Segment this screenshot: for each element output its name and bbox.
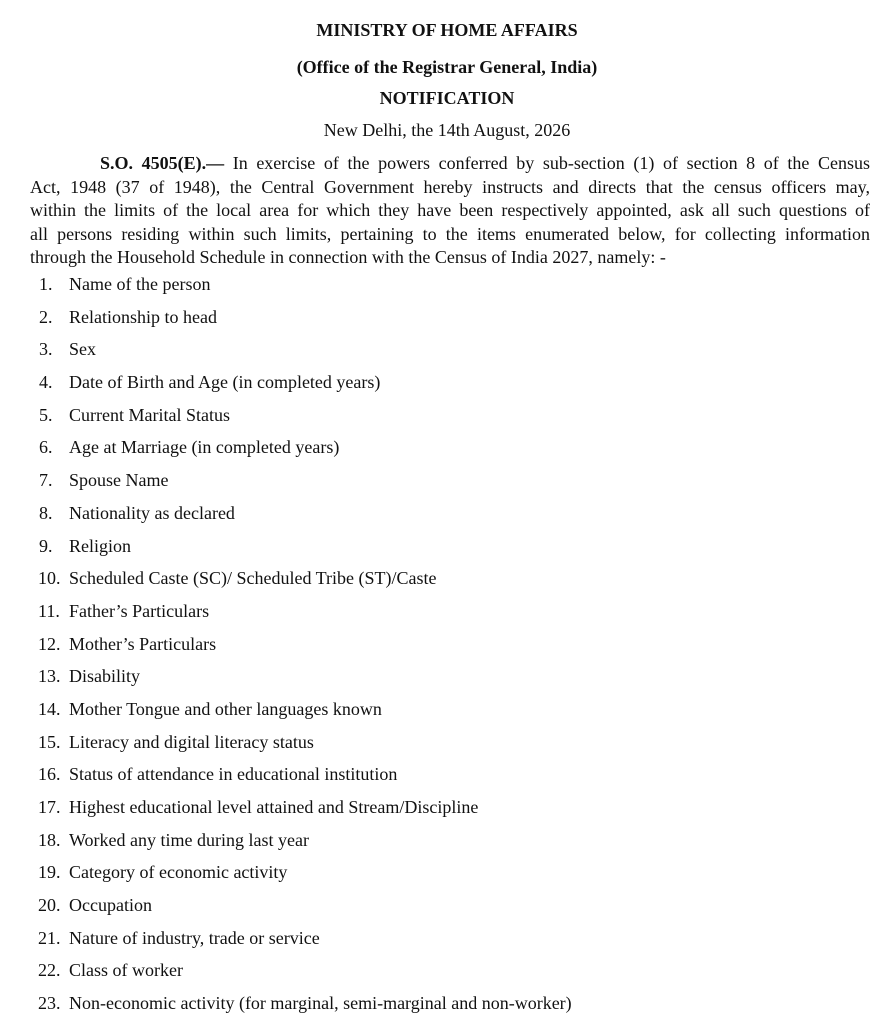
preamble-line: all persons residing within such limits, pertaining to the items enumerated below, for collecting information [30, 223, 870, 244]
preamble-line-text: In exercise of the powers conferred by sub-section (1) of section 8 of the Census [232, 153, 870, 173]
item-number: 19. [38, 862, 61, 883]
item-number: 15. [38, 731, 61, 752]
list-item [0, 435, 894, 468]
item-text: Highest educational level attained and Stream/Discipline [69, 797, 479, 817]
item-number: 17. [38, 797, 61, 817]
item-text: Worked any time during last year [69, 829, 309, 850]
ministry-heading: MINISTRY OF HOME AFFAIRS [316, 20, 578, 40]
item-number: 8. [39, 502, 53, 523]
list-item [0, 991, 894, 1024]
preamble-line: Act, 1948 (37 of 1948), the Central Government hereby instructs and directs that the census officers may, [30, 176, 870, 197]
item-text: Sex [69, 339, 96, 360]
item-text: Occupation [69, 895, 152, 916]
list-item [0, 893, 894, 926]
item-text: Relationship to head [69, 306, 217, 327]
list-item [0, 860, 894, 893]
item-text: Scheduled Caste (SC)/ Scheduled Tribe (ST)/Caste [69, 568, 437, 589]
item-number: 23. [38, 993, 61, 1014]
list-item [0, 337, 894, 370]
list-item [0, 370, 894, 403]
item-number: 20. [38, 895, 61, 916]
item-number: 7. [39, 470, 53, 491]
item-text: Current Marital Status [69, 404, 230, 425]
item-number: 13. [38, 666, 61, 687]
item-number: 18. [38, 829, 61, 850]
item-text: Status of attendance in educational institution [69, 764, 398, 785]
list-item [0, 730, 894, 763]
item-text: Category of economic activity [69, 862, 288, 883]
item-number: 3. [39, 339, 53, 360]
list-item [0, 599, 894, 632]
place-date: New Delhi, the 14th August, 2026 [323, 120, 571, 140]
office-subheading: (Office of the Registrar General, India) [296, 57, 598, 77]
item-number: 22. [38, 960, 61, 981]
list-item [0, 501, 894, 534]
item-number: 4. [39, 372, 53, 393]
item-text: Nationality as declared [69, 502, 235, 523]
item-text: Father’s Particulars [69, 600, 210, 621]
list-item [0, 534, 894, 567]
item-text: Mother’s Particulars [69, 633, 217, 654]
list-item [0, 762, 894, 795]
list-item [0, 566, 894, 599]
item-text: Age at Marriage (in completed years) [69, 437, 340, 458]
item-text: Religion [69, 535, 131, 556]
item-text: Spouse Name [69, 470, 169, 491]
preamble-line [30, 152, 870, 176]
list-item [0, 958, 894, 991]
preamble-line: within the limits of the local area for which they have been respectively appointed, ask all such questions of [30, 200, 870, 220]
item-number: 2. [39, 306, 53, 327]
list-item [0, 795, 894, 828]
item-number: 10. [38, 568, 61, 589]
item-number: 16. [38, 764, 61, 785]
order-number: S.O. 4505(E).— [100, 153, 225, 173]
item-number: 12. [38, 633, 61, 654]
preamble-line: through the Household Schedule in connection with the Census of India 2027, namely: - [30, 247, 666, 267]
census-items-list [0, 272, 894, 1024]
item-text: Date of Birth and Age (in completed years) [69, 372, 381, 393]
item-number: 11. [38, 600, 60, 621]
item-text: Non-economic activity (for marginal, semi-marginal and non-worker) [69, 993, 572, 1014]
item-text: Mother Tongue and other languages known [69, 698, 382, 719]
item-text: Class of worker [69, 960, 183, 981]
item-number: 9. [39, 535, 53, 556]
list-item [0, 664, 894, 697]
list-item [0, 403, 894, 436]
item-text: Nature of industry, trade or service [69, 927, 320, 948]
item-text: Name of the person [69, 274, 211, 294]
list-item [0, 272, 894, 305]
item-number: 14. [38, 698, 61, 719]
item-number: 1. [39, 274, 53, 294]
preamble-paragraph [30, 152, 870, 270]
list-item [0, 468, 894, 501]
list-item [0, 697, 894, 730]
item-number: 6. [39, 437, 53, 458]
item-number: 5. [39, 404, 53, 425]
list-item [0, 632, 894, 665]
notification-title: NOTIFICATION [379, 88, 515, 108]
list-item [0, 305, 894, 338]
item-text: Disability [69, 666, 140, 687]
list-item [0, 926, 894, 959]
item-text: Literacy and digital literacy status [69, 731, 314, 752]
list-item [0, 828, 894, 861]
item-number: 21. [38, 927, 61, 948]
